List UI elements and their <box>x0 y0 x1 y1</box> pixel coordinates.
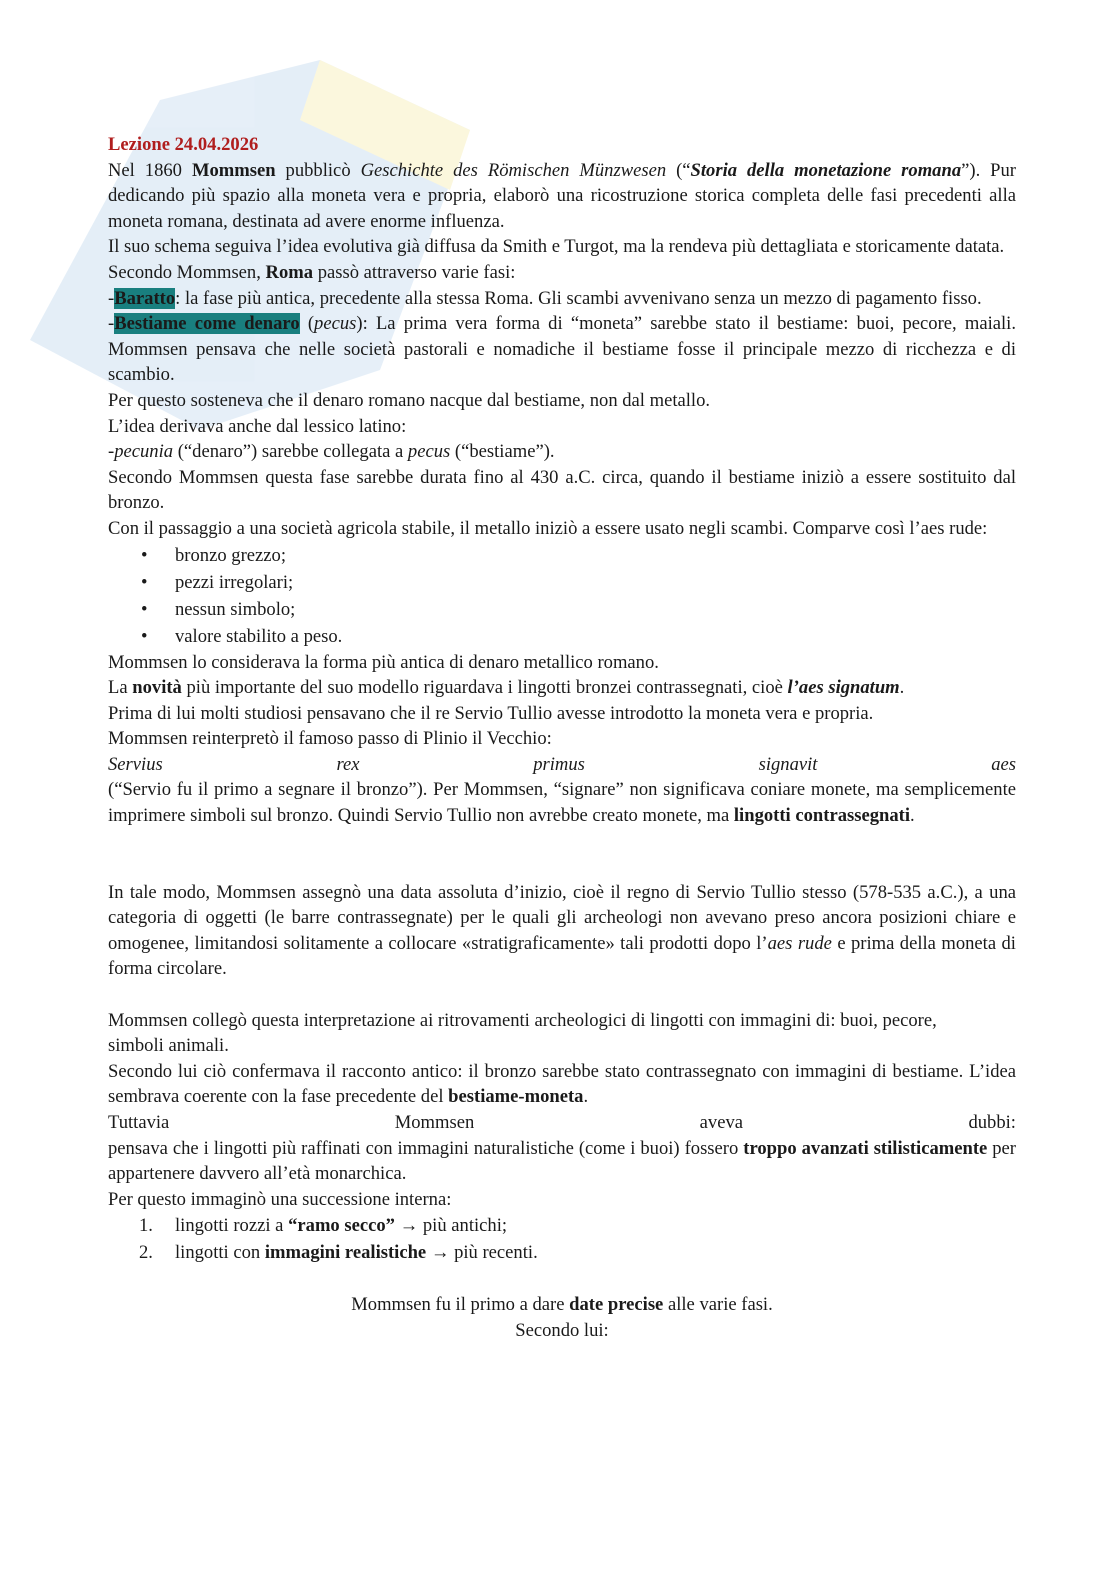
paragraph-dating: In tale modo, Mommsen assegnò una data assoluta d’inizio, cioè il regno di Servio Tullio stesso (578-535 a.C.), a una categoria di oggetti (le barre contrassegnate) per le quali gli archeologi non avevano preso ancora posizioni chiare e omogenee, limitandosi solitamente a collocare «stratigraficamente» tali prodotti dopo l’aes rude e prima della moneta di forma circolare. <box>108 881 1016 980</box>
paragraph-oldest: Mommsen lo considerava la forma più antica di denaro metallico romano. <box>108 651 659 673</box>
phase-baratto: -Baratto: la fase più antica, precedente alla stessa Roma. Gli scambi avvenivano senza un mezzo di pagamento fisso. <box>108 287 982 309</box>
list-item: • nessun simbolo; <box>108 596 1016 623</box>
document-page <box>108 132 1016 1343</box>
paragraph-phases: Secondo Mommsen, Roma passò attraverso varie fasi: <box>108 261 516 283</box>
paragraph-novelty: La novità più importante del suo modello riguardava i lingotti bronzei contrassegnati, cioè l’aes signatum. <box>108 677 905 699</box>
succession-list <box>108 1212 1016 1266</box>
paragraph-plinius: Mommsen reinterpretò il famoso passo di Plinio il Vecchio: <box>108 728 552 750</box>
paragraph-doubts: Tuttavia Mommsen aveva dubbi: <box>108 1112 1016 1133</box>
paragraph-origin: Per questo sosteneva che il denaro romano nacque dal bestiame, non dal metallo. <box>108 389 711 411</box>
paragraph-stylistic: pensava che i lingotti più raffinati con immagini naturalistiche (come i buoi) fossero troppo avanzati stilisticamente per appartenere davvero all’età monarchica. <box>108 1137 1017 1185</box>
paragraph-succession: Per questo immaginò una successione interna: <box>108 1188 452 1210</box>
list-item: 1. lingotti rozzi a “ramo secco” → più antichi; <box>139 1215 508 1237</box>
paragraph-lexicon: L’idea derivava anche dal lessico latino: <box>108 415 407 437</box>
phase-bestiame: -Bestiame come denaro (pecus): La prima vera forma di “moneta” sarebbe stato il bestiame: buoi, pecore, maiali. Mommsen pensava che nelle società pastorali e nomadiche il bestiame fosse il principale mezzo di ricchezza e di scambio. <box>108 313 1016 386</box>
aes-rude-list <box>108 542 1016 650</box>
list-item: • pezzi irregolari; <box>108 569 1016 596</box>
paragraph-findings: Mommsen collegò questa interpretazione ai ritrovamenti archeologici di lingotti con immagini di: buoi, pecore, <box>108 1009 937 1031</box>
paragraph-according: Secondo lui: <box>515 1319 609 1341</box>
paragraph-signare: (“Servio fu il primo a segnare il bronzo”). Per Mommsen, “signare” non significava coniare monete, ma semplicemente imprimere simboli sul bronzo. Quindi Servio Tullio non avrebbe creato monete, ma lingotti contrassegnati. <box>108 779 1016 827</box>
paragraph-pecunia: -pecunia (“denaro”) sarebbe collegata a pecus (“bestiame”). <box>108 441 555 463</box>
paragraph-symbols: simboli animali. <box>108 1035 229 1057</box>
paragraph-servius: Prima di lui molti studiosi pensavano che il re Servio Tullio avesse introdotto la moneta vera e propria. <box>108 702 874 724</box>
highlight-bestiame: Bestiame come denaro <box>114 313 300 335</box>
paragraph-intro: Nel 1860 Mommsen pubblicò Geschichte des Römischen Münzwesen (“Storia della monetazione romana”). Pur dedicando più spazio alla moneta vera e propria, elaborò una ricostruzione storica completa delle fasi precedenti alla moneta romana, destinata ad avere enorme influenza. <box>108 159 1016 232</box>
highlight-baratto: Baratto <box>114 287 176 309</box>
list-item: • valore stabilito a peso. <box>108 623 1016 650</box>
paragraph-dates: Mommsen fu il primo a dare date precise alle varie fasi. <box>351 1293 773 1315</box>
paragraph-confirm: Secondo lui ciò confermava il racconto antico: il bronzo sarebbe stato contrassegnato con immagini di bestiame. L’idea sembrava coerente con la fase precedente del bestiame-moneta. <box>108 1060 1016 1108</box>
list-item: 2. lingotti con immagini realistiche → più recenti. <box>139 1242 538 1264</box>
lesson-title: Lezione 24.04.2026 <box>108 134 259 155</box>
paragraph-aes-rude: Con il passaggio a una società agricola stabile, il metallo iniziò a essere usato negli scambi. Comparve così l’aes rude: <box>108 517 988 539</box>
paragraph-schema: Il suo schema seguiva l’idea evolutiva già diffusa da Smith e Turgot, ma la rendeva più dettagliata e storicamente datata. <box>108 236 1005 258</box>
list-item: • bronzo grezzo; <box>108 542 1016 569</box>
paragraph-430bc: Secondo Mommsen questa fase sarebbe durata fino al 430 a.C. circa, quando il bestiame iniziò a essere sostituito dal bronzo. <box>108 466 1016 514</box>
latin-quote: Servius rex primus signavit aes <box>108 753 1016 775</box>
